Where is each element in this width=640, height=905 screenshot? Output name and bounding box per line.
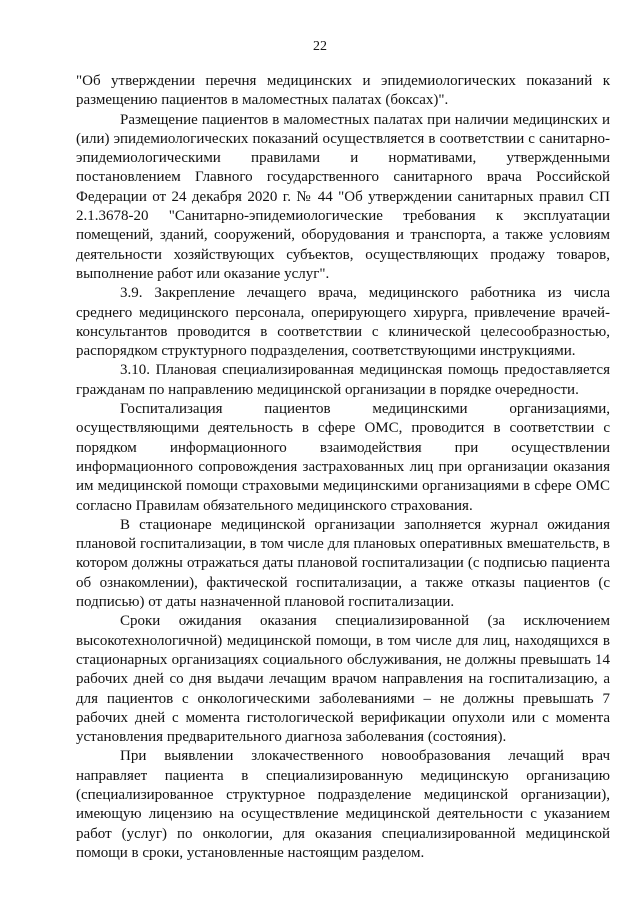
paragraph-placement-rules: Размещение пациентов в маломестных палатах при наличии медицинских и (или) эпидемиологических показаний осуществляется в соответствии с санитарно-эпидемиологическими правилами и нормативами, утвержденными постановлением Главного государственного санитарного врача Российской Федерации от 24 декабря 2020 г. № 44 "Об утверждении санитарных правил СП 2.1.3678-20 "Санитарно-эпидемиологические требования к эксплуатации помещений, зданий, сооружений, оборудования и транспорта, а также условиям деятельности хозяйствующих субъектов, осуществляющих продажу товаров, выполнение работ или оказание услуг". xyxy=(76,111,610,282)
paragraph-3-10: 3.10. Плановая специализированная медицинская помощь предоставляется гражданам по направлению медицинской организации в порядке очередности. xyxy=(76,362,610,398)
paragraph-continuation: "Об утверждении перечня медицинских и эпидемиологических показаний к размещению пациентов в маломестных палатах (боксах)". xyxy=(76,73,610,109)
paragraph-oncology-referral: При выявлении злокачественного новообразования лечащий врач направляет пациента в специализированную медицинскую организацию (специализированное структурное подразделение медицинской организации), имеющую лицензию на осуществление медицинской деятельности с указанием работ (услуг) по онкологии, для оказания специализированной медицинской помощи в сроки, установленные настоящим разделом. xyxy=(76,748,610,861)
paragraph-hospitalization: Госпитализация пациентов медицинскими организациями, осуществляющими деятельность в сфере ОМС, проводится в соответствии с порядком информационного взаимодействия при осуществлении информационного сопровождения застрахованных лиц при организации оказания им медицинской помощи страховыми медицинскими организациями в сфере ОМС согласно Правилам обязательного медицинского страхования. xyxy=(76,401,610,514)
paragraph-waiting-terms: Сроки ожидания оказания специализированной (за исключением высокотехнологичной) медицинской помощи, в том числе для лиц, находящихся в стационарных организациях социального обслуживания, не должны превышать 14 рабочих дней со дня выдачи лечащим врачом направления на госпитализацию, а для пациентов с онкологическими заболеваниями – не должны превышать 7 рабочих дней с момента гистологической верификации опухоли или с момента установления предварительного диагноза заболевания (состояния). xyxy=(76,613,610,746)
document-body xyxy=(76,72,610,863)
paragraph-3-9: 3.9. Закрепление лечащего врача, медицинского работника из числа среднего медицинского персонала, оперирующего хирурга, привлечение врачей-консультантов проводится в соответствии с клинической целесообразностью, распорядком структурного подразделения, соответствующими инструкциями. xyxy=(76,285,610,360)
page-number: 22 xyxy=(313,39,327,54)
paragraph-waiting-journal: В стационаре медицинской организации заполняется журнал ожидания плановой госпитализации, в том числе для плановых оперативных вмешательств, в котором должны отражаться даты плановой госпитализации (с подписью пациента об ознакомлении), фактической госпитализации, а также отказы пациентов (с подписью) от даты назначенной плановой госпитализации. xyxy=(76,516,610,611)
